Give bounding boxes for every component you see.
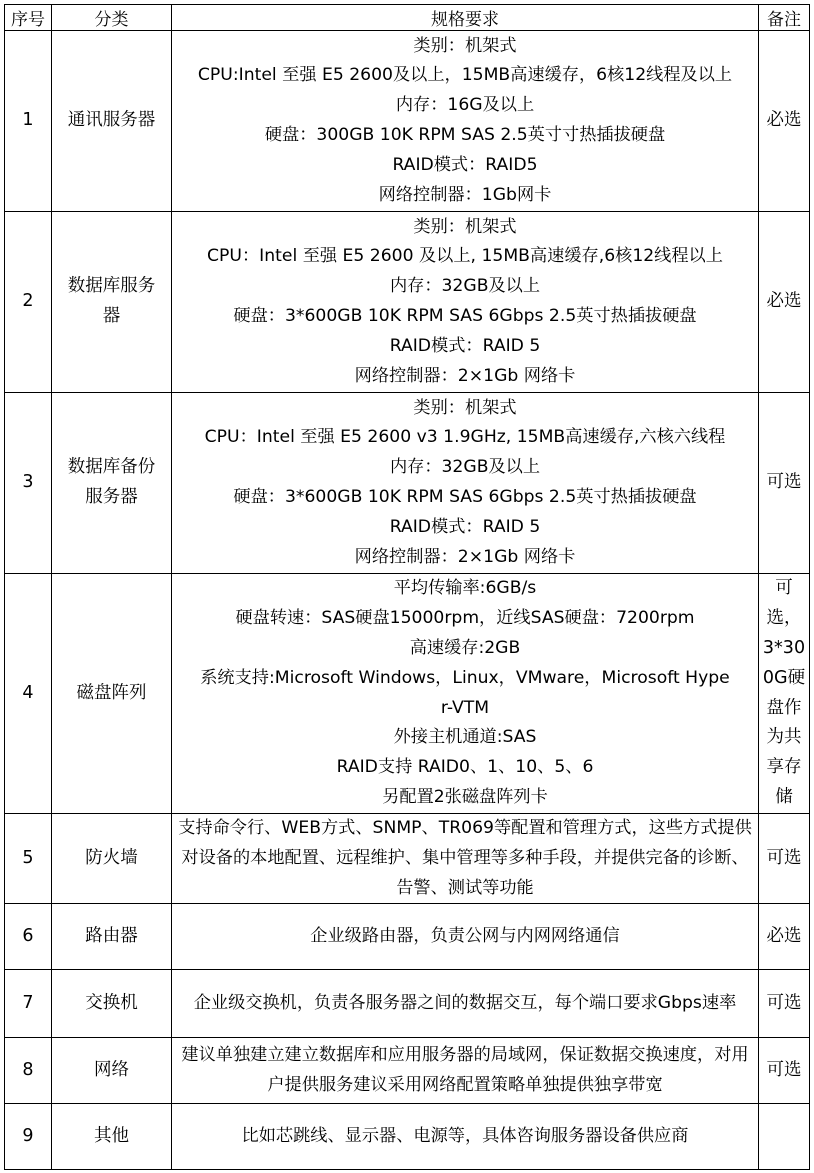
spec-line: 系统支持:Microsoft Windows，Linux，VMware，Microsoft Hype [200,667,730,688]
table-row [5,904,810,970]
row-category: 防火墙 [52,814,172,904]
row-no: 5 [5,814,52,904]
row-category: 数据库备份服务器 [52,393,172,574]
row-category: 数据库服务器 [52,212,172,393]
spec-line: 网络控制器：2×1Gb 网络卡 [354,365,576,386]
row-spec [172,212,759,393]
spec-line: 硬盘转速：SAS硬盘15000rpm，近线SAS硬盘：7200rpm [235,608,695,629]
spec-line: 内存：32GB及以上 [389,457,541,478]
row-category: 磁盘阵列 [52,574,172,814]
row-remark: 必选 [759,212,810,393]
row-spec [172,393,759,574]
row-spec: 比如芯跳线、显示器、电源等，具体咨询服务器设备供应商 [172,1104,759,1170]
spec-table [4,4,810,1170]
row-spec: 企业级交换机，负责各服务器之间的数据交互，每个端口要求Gbps速率 [172,970,759,1038]
spec-line: CPU：Intel 至强 E5 2600 及以上, 15MB高速缓存,6核12线程以上 [207,246,723,267]
row-spec [172,31,759,212]
spec-line: 硬盘：3*600GB 10K RPM SAS 6Gbps 2.5英寸热插拔硬盘 [233,487,697,507]
row-no: 8 [5,1038,52,1104]
spec-line: 内存：32GB及以上 [389,276,541,297]
row-remark: 可选 [759,393,810,574]
spec-line: CPU：Intel 至强 E5 2600 v3 1.9GHz, 15MB高速缓存,六核六线程 [204,427,726,448]
table-row [5,31,810,212]
row-spec: 支持命令行、WEB方式、SNMP、TR069等配置和管理方式，这些方式提供对设备的本地配置、远程维护、集中管理等多种手段，并提供完备的诊断、告警、测试等功能 [172,814,759,904]
row-no: 1 [5,31,52,212]
header-remark: 备注 [759,5,810,31]
spec-line: 另配置2张磁盘阵列卡 [382,786,548,807]
row-remark: 必选 [759,904,810,970]
spec-line: 类别：机架式 [413,35,517,56]
table-row [5,1104,810,1170]
spec-line: 高速缓存:2GB [409,637,521,658]
table-row [5,814,810,904]
row-remark: 可选 [759,814,810,904]
spec-line: 硬盘：300GB 10K RPM SAS 2.5英寸寸热插拔硬盘 [264,125,666,145]
spec-line: 外接主机通道:SAS [393,727,537,748]
row-remark: 可选，3*300G硬盘作为共享存储 [759,574,810,814]
row-spec: 企业级路由器，负责公网与内网网络通信 [172,904,759,970]
row-category: 交换机 [52,970,172,1038]
spec-line: RAID模式：RAID5 [392,154,538,175]
row-spec: 建议单独建立建立数据库和应用服务器的局域网，保证数据交换速度，对用户提供服务建议采用网络配置策略单独提供独享带宽 [172,1038,759,1104]
spec-line: 类别：机架式 [413,397,517,418]
spec-line: 平均传输率:6GB/s [393,578,537,599]
row-no: 7 [5,970,52,1038]
row-remark [759,1104,810,1170]
row-spec [172,574,759,814]
row-remark: 可选 [759,970,810,1038]
spec-line: RAID模式：RAID 5 [389,335,541,356]
table-row [5,970,810,1038]
header-spec: 规格要求 [172,5,759,31]
row-no: 6 [5,904,52,970]
spec-line: 内存：16G及以上 [395,95,535,116]
spec-line: r-VTM [440,697,490,718]
spec-line: RAID支持 RAID0、1、10、5、6 [336,757,594,778]
row-no: 2 [5,212,52,393]
header-row [5,5,810,31]
header-category: 分类 [52,5,172,31]
table-row [5,212,810,393]
row-remark: 可选 [759,1038,810,1104]
row-no: 9 [5,1104,52,1170]
table-row [5,574,810,814]
row-category: 路由器 [52,904,172,970]
table-row [5,393,810,574]
row-no: 3 [5,393,52,574]
spec-line: CPU:Intel 至强 E5 2600及以上，15MB高速缓存，6核12线程及以上 [197,65,733,86]
table-row [5,1038,810,1104]
spec-line: 网络控制器：2×1Gb 网络卡 [354,546,576,567]
spec-line: 类别：机架式 [413,216,517,237]
row-category: 其他 [52,1104,172,1170]
header-no: 序号 [5,5,52,31]
spec-line: 网络控制器：1Gb网卡 [378,184,552,205]
spec-line: RAID模式：RAID 5 [389,516,541,537]
spec-line: 硬盘：3*600GB 10K RPM SAS 6Gbps 2.5英寸热插拔硬盘 [233,306,697,326]
row-no: 4 [5,574,52,814]
row-remark: 必选 [759,31,810,212]
row-category: 网络 [52,1038,172,1104]
row-category: 通讯服务器 [52,31,172,212]
